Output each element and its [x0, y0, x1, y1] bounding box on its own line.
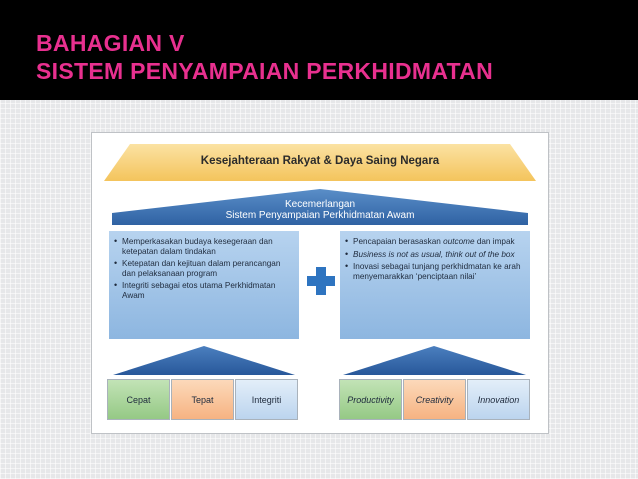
right-base-triangle	[343, 346, 526, 375]
pillar-integriti: Integriti	[235, 379, 298, 420]
point-text: Inovasi sebagai tunjang perkhidmatan ke arah menyemarakkan ‘penciptaan nilai’	[353, 262, 521, 281]
point-emphasis: Business is not as usual, think out of the box	[353, 249, 515, 259]
pillar-cepat: Cepat	[107, 379, 170, 420]
slide-header	[0, 0, 638, 100]
point-text: Pencapaian berasaskan	[353, 237, 444, 246]
roof-label-line-1: Kecemerlangan	[284, 199, 356, 210]
pillar-productivity: Productivity	[339, 379, 402, 420]
slide-title-line-1: BAHAGIAN V	[36, 30, 185, 56]
list-item: • Ketepatan dan kejituan dalam perancangan dan pelaksanaan program	[114, 259, 294, 278]
pillar-innovation: Innovation	[467, 379, 530, 420]
list-item	[345, 250, 527, 260]
list-item: • Memperkasakan budaya kesegeraan dan ketepatan dalam tindakan	[114, 237, 294, 256]
point-emphasis: outcome	[443, 237, 475, 246]
pillar-creativity: Creativity	[403, 379, 466, 420]
pillar-tepat: Tepat	[171, 379, 234, 420]
banner-label: Kesejahteraan Rakyat & Daya Saing Negara	[200, 155, 440, 167]
right-points-list	[345, 237, 527, 284]
left-base-triangle	[113, 346, 295, 375]
list-item	[345, 262, 527, 281]
roof-label-line-2: Sistem Penyampaian Perkhidmatan Awam	[225, 210, 415, 221]
list-item	[345, 237, 527, 247]
point-text: dan impak	[474, 237, 515, 246]
list-item: • Integriti sebagai etos utama Perkhidmatan Awam	[114, 281, 294, 300]
slide-title-line-2: SISTEM PENYAMPAIAN PERKHIDMATAN	[36, 58, 493, 84]
diagram-image	[91, 132, 549, 434]
left-points-list	[114, 237, 294, 304]
